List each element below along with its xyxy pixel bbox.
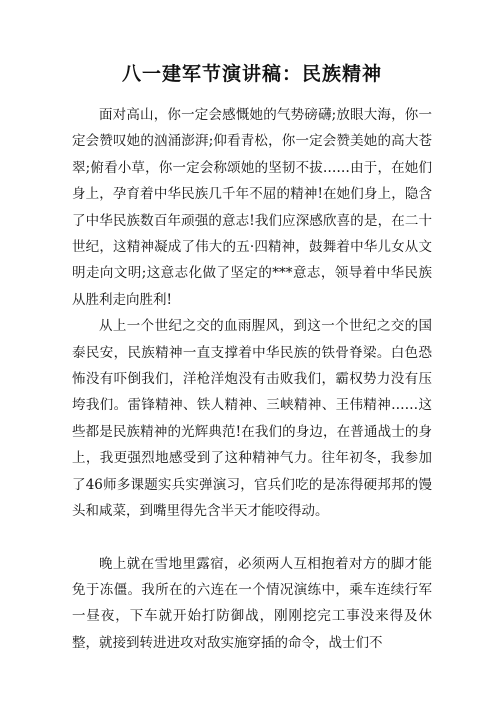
paragraph-spacer — [72, 525, 432, 551]
paragraph-2: 从上一个世纪之交的血雨腥风，到这一个世纪之交的国泰民安，民族精神一直支撑着中华民族的铁骨脊梁。白色恐怖没有吓倒我们，洋枪洋炮没有击败我们，霸权势力没有压垮我们。雷锋精神、铁人精神、三峡精神、王伟精神……这些都是民族精神的光辉典范!在我们的身边，在普通战士的身上，我更强烈地感受到了这种精神气力。往年初冬，我参加了46师多课题实兵实弹演习，官兵们吃的是冻得硬邦邦的馒头和咸菜，到嘴里得先含半天才能咬得动。 — [72, 318, 432, 520]
paragraph-3: 晚上就在雪地里露宿，必须两人互相抱着对方的脚才能免于冻僵。我所在的六连在一个情况演练中，乘车连续行军一昼夜，下车就开始打防御战，刚刚挖完工事没来得及休整，就接到转进进攻对敌实施穿插的命令，战士们不 — [72, 555, 432, 651]
document-title: 八一建军节演讲稿：民族精神 — [121, 63, 382, 85]
paragraph-1: 面对高山，你一定会感慨她的气势磅礴;放眼大海，你一定会赞叹她的汹涌澎湃;仰看青松，你一定会赞美她的高大苍翠;俯看小草，你一定会称颂她的坚韧不拔……由于，在她们身上，孕育着中华民族几千年不屈的精神!在她们身上，隐含了中华民族数百年顽强的意志!我们应深感欣喜的是，在二十世纪，这精神凝成了伟大的五·四精神，鼓舞着中华儿女从文明走向文明;这意志化做了坚定的***意志，领导着中华民族从胜利走向胜利! — [72, 107, 432, 308]
